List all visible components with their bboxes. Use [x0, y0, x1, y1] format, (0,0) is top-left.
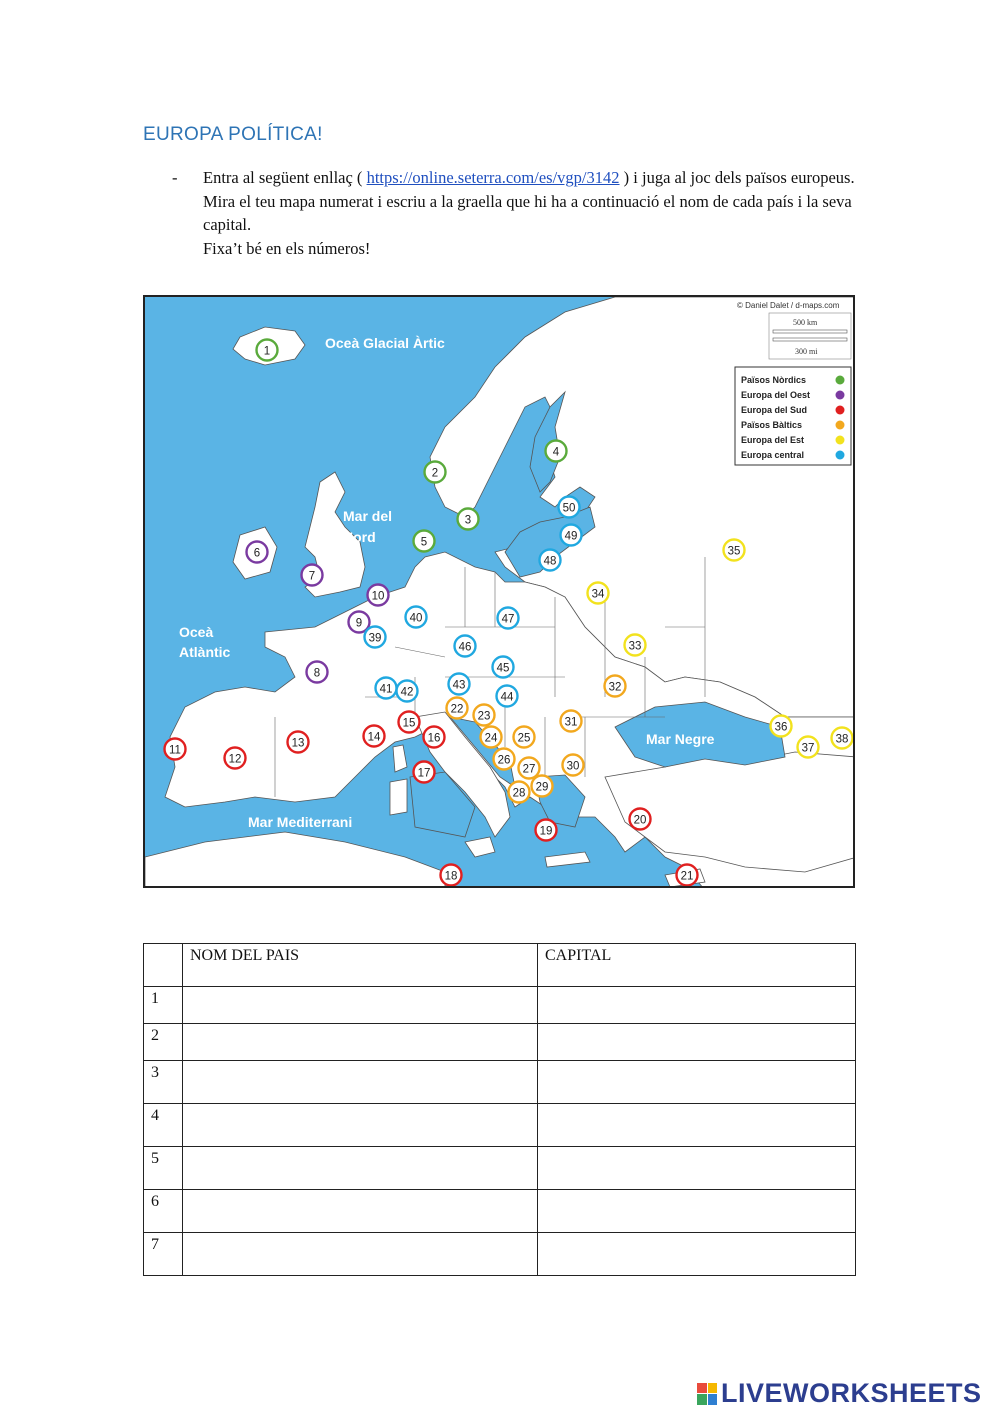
- table-row: [144, 987, 856, 1024]
- capital-answer-cell[interactable]: [538, 1104, 856, 1147]
- legend-label: Europa del Sud: [741, 405, 808, 415]
- map-legend: [735, 367, 851, 465]
- legend-swatch: [836, 421, 845, 430]
- scale-bar: [769, 313, 851, 359]
- header-number: [144, 944, 183, 987]
- marker-number-25: 25: [517, 732, 531, 745]
- instruction-text-end: ) i juga al joc dels països europeus. Mira el teu mapa numerat i escriu a la graella que hi ha a continuació el nom de cada país i la seva capital.: [203, 168, 855, 234]
- marker-number-42: 42: [400, 686, 414, 699]
- label-atlantic-1: Oceà: [179, 624, 214, 640]
- marker-number-40: 40: [409, 612, 423, 625]
- legend-label: Països Nòrdics: [741, 375, 807, 385]
- capital-answer-cell[interactable]: [538, 1024, 856, 1061]
- marker-number-7: 7: [308, 570, 316, 583]
- table-row: [144, 1024, 856, 1061]
- list-dash: -: [172, 168, 178, 187]
- country-answer-cell[interactable]: [183, 1147, 538, 1190]
- instruction-text-start: Entra al següent enllaç (: [203, 168, 367, 187]
- table-row: [144, 1147, 856, 1190]
- marker-number-14: 14: [367, 731, 381, 744]
- marker-number-30: 30: [566, 760, 580, 773]
- marker-number-28: 28: [512, 787, 526, 800]
- country-answer-cell[interactable]: [183, 1024, 538, 1061]
- brand-name: LIVEWORKSHEETS: [721, 1378, 982, 1408]
- label-north-sea-2: Nord: [343, 529, 376, 545]
- row-number: 3: [144, 1061, 183, 1104]
- seterra-link[interactable]: https://online.seterra.com/es/vgp/3142: [366, 168, 620, 187]
- header-capital: CAPITAL: [538, 944, 856, 987]
- table-row: [144, 1233, 856, 1276]
- marker-number-22: 22: [450, 703, 464, 716]
- marker-number-38: 38: [835, 733, 849, 746]
- liveworksheets-logo: [697, 1378, 982, 1409]
- country-answer-cell[interactable]: [183, 1061, 538, 1104]
- legend-label: Europa central: [741, 450, 805, 460]
- row-number: 7: [144, 1233, 183, 1276]
- row-number: 2: [144, 1024, 183, 1061]
- capital-answer-cell[interactable]: [538, 1061, 856, 1104]
- marker-number-24: 24: [484, 732, 498, 745]
- marker-number-27: 27: [522, 763, 536, 776]
- marker-number-10: 10: [371, 590, 385, 603]
- marker-number-4: 4: [552, 446, 560, 459]
- legend-swatch: [836, 376, 845, 385]
- marker-number-21: 21: [680, 870, 694, 883]
- marker-number-26: 26: [497, 754, 511, 767]
- europe-map: [143, 295, 855, 888]
- marker-number-46: 46: [458, 641, 472, 654]
- marker-number-1: 1: [263, 345, 271, 358]
- marker-number-15: 15: [402, 717, 416, 730]
- table-row: [144, 1190, 856, 1233]
- marker-number-29: 29: [535, 781, 549, 794]
- table-row: [144, 1104, 856, 1147]
- marker-number-16: 16: [427, 732, 441, 745]
- marker-number-12: 12: [228, 753, 242, 766]
- scale-km: 500 km: [793, 318, 818, 327]
- capital-answer-cell[interactable]: [538, 1147, 856, 1190]
- marker-number-45: 45: [496, 662, 510, 675]
- marker-number-32: 32: [608, 681, 622, 694]
- instructions: [172, 166, 862, 260]
- capital-answer-cell[interactable]: [538, 1190, 856, 1233]
- legend-swatch: [836, 406, 845, 415]
- legend-label: Europa del Est: [741, 435, 805, 445]
- header-country: NOM DEL PAIS: [183, 944, 538, 987]
- legend-swatch: [836, 436, 845, 445]
- marker-number-13: 13: [291, 737, 305, 750]
- marker-number-50: 50: [562, 502, 576, 515]
- table-row: [144, 1061, 856, 1104]
- marker-number-33: 33: [628, 640, 642, 653]
- logo-mark-icon: [697, 1383, 717, 1405]
- marker-number-19: 19: [539, 825, 553, 838]
- marker-number-36: 36: [774, 721, 788, 734]
- marker-number-39: 39: [368, 632, 382, 645]
- row-number: 5: [144, 1147, 183, 1190]
- legend-swatch: [836, 451, 845, 460]
- label-black-sea: Mar Negre: [646, 731, 715, 747]
- country-answer-cell[interactable]: [183, 987, 538, 1024]
- capital-answer-cell[interactable]: [538, 1233, 856, 1276]
- legend-label: Països Bàltics: [741, 420, 803, 430]
- label-mediterranean: Mar Mediterrani: [248, 814, 353, 830]
- row-number: 1: [144, 987, 183, 1024]
- marker-number-6: 6: [253, 547, 261, 560]
- label-north-sea-1: Mar del: [343, 508, 393, 524]
- marker-number-37: 37: [801, 742, 815, 755]
- marker-number-47: 47: [501, 613, 515, 626]
- legend-swatch: [836, 391, 845, 400]
- marker-number-5: 5: [420, 536, 428, 549]
- legend-label: Europa del Oest: [741, 390, 811, 400]
- page-title: EUROPA POLÍTICA!: [143, 124, 323, 145]
- marker-number-43: 43: [452, 679, 466, 692]
- marker-number-35: 35: [727, 545, 741, 558]
- marker-number-20: 20: [633, 814, 647, 827]
- marker-number-31: 31: [564, 716, 578, 729]
- marker-number-49: 49: [564, 530, 578, 543]
- label-atlantic-2: Atlàntic: [179, 644, 231, 660]
- marker-number-11: 11: [169, 744, 181, 757]
- marker-number-8: 8: [313, 667, 321, 680]
- country-answer-cell[interactable]: [183, 1104, 538, 1147]
- marker-number-17: 17: [417, 767, 431, 780]
- country-answer-cell[interactable]: [183, 1190, 538, 1233]
- country-answer-cell[interactable]: [183, 1233, 538, 1276]
- row-number: 4: [144, 1104, 183, 1147]
- marker-number-41: 41: [379, 683, 393, 696]
- capital-answer-cell[interactable]: [538, 987, 856, 1024]
- marker-number-48: 48: [543, 555, 557, 568]
- marker-number-18: 18: [444, 870, 458, 883]
- marker-number-3: 3: [464, 514, 472, 527]
- answer-table: [143, 943, 856, 1276]
- marker-number-44: 44: [500, 691, 514, 704]
- marker-number-9: 9: [355, 617, 363, 630]
- label-arctic-ocean: Oceà Glacial Àrtic: [325, 335, 445, 351]
- marker-number-34: 34: [591, 588, 605, 601]
- row-number: 6: [144, 1190, 183, 1233]
- map-credit: © Daniel Dalet / d-maps.com: [737, 301, 840, 310]
- instruction-note: Fixa’t bé en els números!: [203, 238, 371, 258]
- scale-mi: 300 mi: [795, 347, 818, 356]
- marker-number-2: 2: [431, 467, 439, 480]
- marker-number-23: 23: [477, 710, 491, 723]
